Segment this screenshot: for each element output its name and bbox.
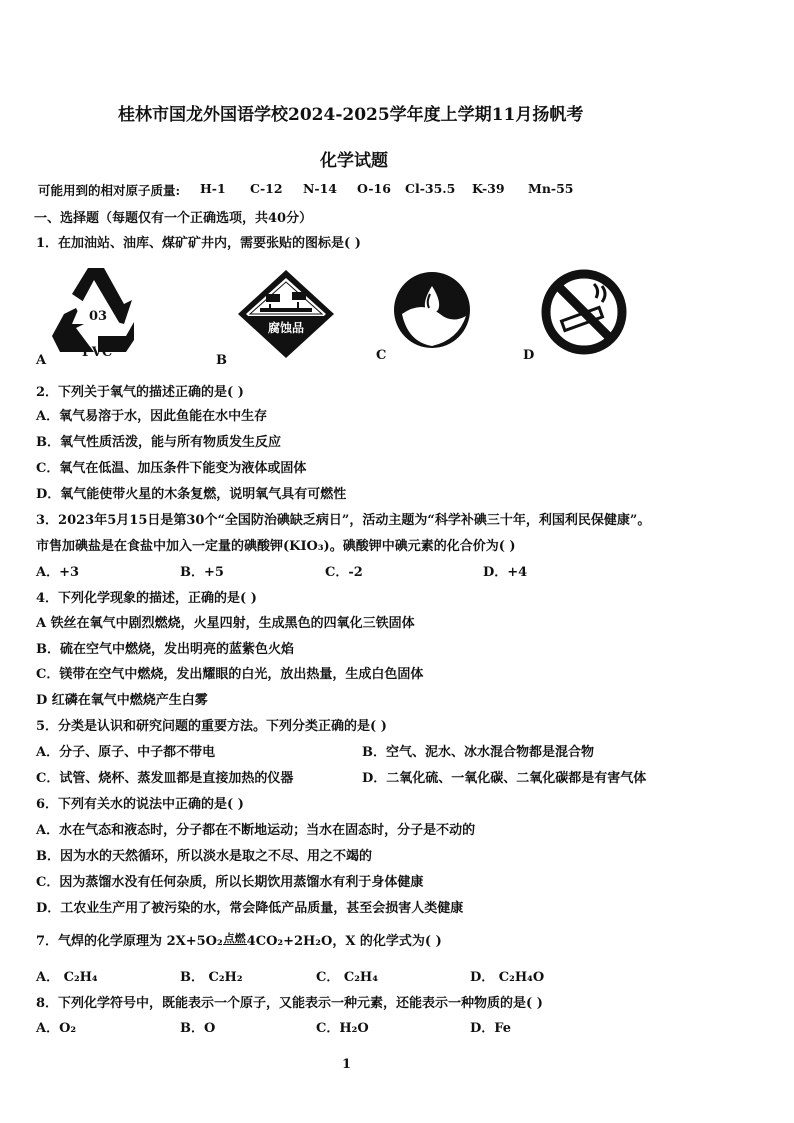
q7-option-d: D． C₂H₄O xyxy=(470,970,545,985)
q1-label-c: C xyxy=(376,348,387,363)
atomic-mass-h: H-1 xyxy=(200,181,226,196)
corrosive-icon xyxy=(236,268,336,360)
q8-option-a: A．O₂ xyxy=(36,1021,77,1036)
q3-option-b: B．+5 xyxy=(180,565,224,580)
no-smoking-icon xyxy=(540,268,628,356)
q8-option-b: B．O xyxy=(180,1021,216,1036)
corrosive-text: 腐蚀品 xyxy=(267,321,305,335)
q5-option-d: D．二氧化硫、一氧化碳、二氧化碳都是有害气体 xyxy=(362,771,647,786)
q1-label-d: D xyxy=(523,348,535,363)
q8-stem: 8．下列化学符号中，既能表示一个原子，又能表示一种元素，还能表示一种物质的是( ) xyxy=(36,996,543,1011)
q4-stem: 4．下列化学现象的描述，正确的是( ) xyxy=(36,591,257,606)
q4-option-a: A 铁丝在氧气中剧烈燃烧，火星四射，生成黑色的四氧化三铁固体 xyxy=(36,616,415,631)
q2-option-d: D．氧气能使带火星的木条复燃，说明氧气具有可燃性 xyxy=(36,487,347,502)
q4-option-b: B．硫在空气中燃烧，发出明亮的蓝紫色火焰 xyxy=(36,642,294,657)
q7-stem-post: 4CO₂+2H₂O，X 的化学式为( ) xyxy=(246,934,442,949)
q8-option-d: D．Fe xyxy=(470,1021,512,1036)
q7-option-b: B． C₂H₂ xyxy=(180,970,243,985)
q5-option-b: B．空气、泥水、冰水混合物都是混合物 xyxy=(362,745,594,760)
q1-label-b: B xyxy=(216,353,227,368)
q3-stem-line1: 3．2023年5月15日是第30个“全国防治碘缺乏病日”，活动主题为“科学补碘三十年，利国利民保健康”。 xyxy=(36,513,651,528)
q5-option-c: C．试管、烧杯、蒸发皿都是直接加热的仪器 xyxy=(36,771,294,786)
q7-stem-pre: 7．气焊的化学原理为 2X+5O₂ xyxy=(36,934,223,949)
atomic-mass-cl: Cl-35.5 xyxy=(405,181,456,196)
q8-option-c: C．H₂O xyxy=(316,1021,369,1036)
q7-option-c: C． C₂H₄ xyxy=(316,970,378,985)
atomic-mass-o: O-16 xyxy=(357,181,391,196)
exam-subtitle: 化学试题 xyxy=(320,151,388,171)
q5-stem: 5．分类是认识和研究问题的重要方法。下列分类正确的是( ) xyxy=(36,719,387,734)
q2-option-b: B．氧气性质活泼，能与所有物质发生反应 xyxy=(36,435,281,450)
atomic-mass-mn: Mn-55 xyxy=(528,181,574,196)
q6-option-b: B．因为水的天然循环，所以淡水是取之不尽、用之不竭的 xyxy=(36,849,372,864)
q7-condition-text: 点燃 xyxy=(223,932,246,945)
recycle-code: 03 xyxy=(88,309,108,324)
atomic-mass-c: C-12 xyxy=(250,181,283,196)
q3-option-c: C．-2 xyxy=(325,565,363,580)
q3-option-a: A．+3 xyxy=(36,565,80,580)
q1-stem: 1．在加油站、油库、煤矿矿井内，需要张贴的图标是( ) xyxy=(36,236,361,251)
q4-option-c: C．镁带在空气中燃烧，发出耀眼的白光，放出热量，生成白色固体 xyxy=(36,667,424,682)
recycle-label: PVC xyxy=(82,345,113,360)
q7-reaction-condition xyxy=(223,933,247,949)
q7-stem xyxy=(36,930,442,949)
exam-title: 桂林市国龙外国语学校2024-2025学年度上学期11月扬帆考 xyxy=(118,105,584,125)
q6-option-a: A．水在气态和液态时，分子都在不断地运动；当水在固态时，分子是不动的 xyxy=(36,823,476,838)
section-heading: 一、选择题（每题仅有一个正确选项，共40分） xyxy=(34,211,313,226)
atomic-mass-n: N-14 xyxy=(303,181,338,196)
q2-option-a: A．氧气易溶于水，因此鱼能在水中生存 xyxy=(36,409,268,424)
q3-option-d: D．+4 xyxy=(483,565,528,580)
atomic-mass-label: 可能用到的相对原子质量: xyxy=(38,183,181,198)
q3-stem-line2: 市售加碘盐是在食盐中加入一定量的碘酸钾(KIO₃)。碘酸钾中碘元素的化合价为( ) xyxy=(36,539,516,554)
q6-option-c: C．因为蒸馏水没有任何杂质，所以长期饮用蒸馏水有利于身体健康 xyxy=(36,875,424,890)
water-drop-icon xyxy=(392,270,472,350)
q4-option-d: D 红磷在氧气中燃烧产生白雾 xyxy=(36,693,208,708)
q2-option-c: C．氧气在低温、加压条件下能变为液体或固体 xyxy=(36,461,307,476)
q5-option-a: A．分子、原子、中子都不带电 xyxy=(36,745,216,760)
q6-option-d: D．工农业生产用了被污染的水，常会降低产品质量，甚至会损害人类健康 xyxy=(36,901,464,916)
page-number: 1 xyxy=(342,1057,352,1072)
q7-option-a: A． C₂H₄ xyxy=(36,970,98,985)
q1-label-a: A xyxy=(36,353,47,368)
atomic-mass-k: K-39 xyxy=(472,181,505,196)
q6-stem: 6．下列有关水的说法中正确的是( ) xyxy=(36,797,244,812)
q2-stem: 2．下列关于氧气的描述正确的是( ) xyxy=(36,385,244,400)
